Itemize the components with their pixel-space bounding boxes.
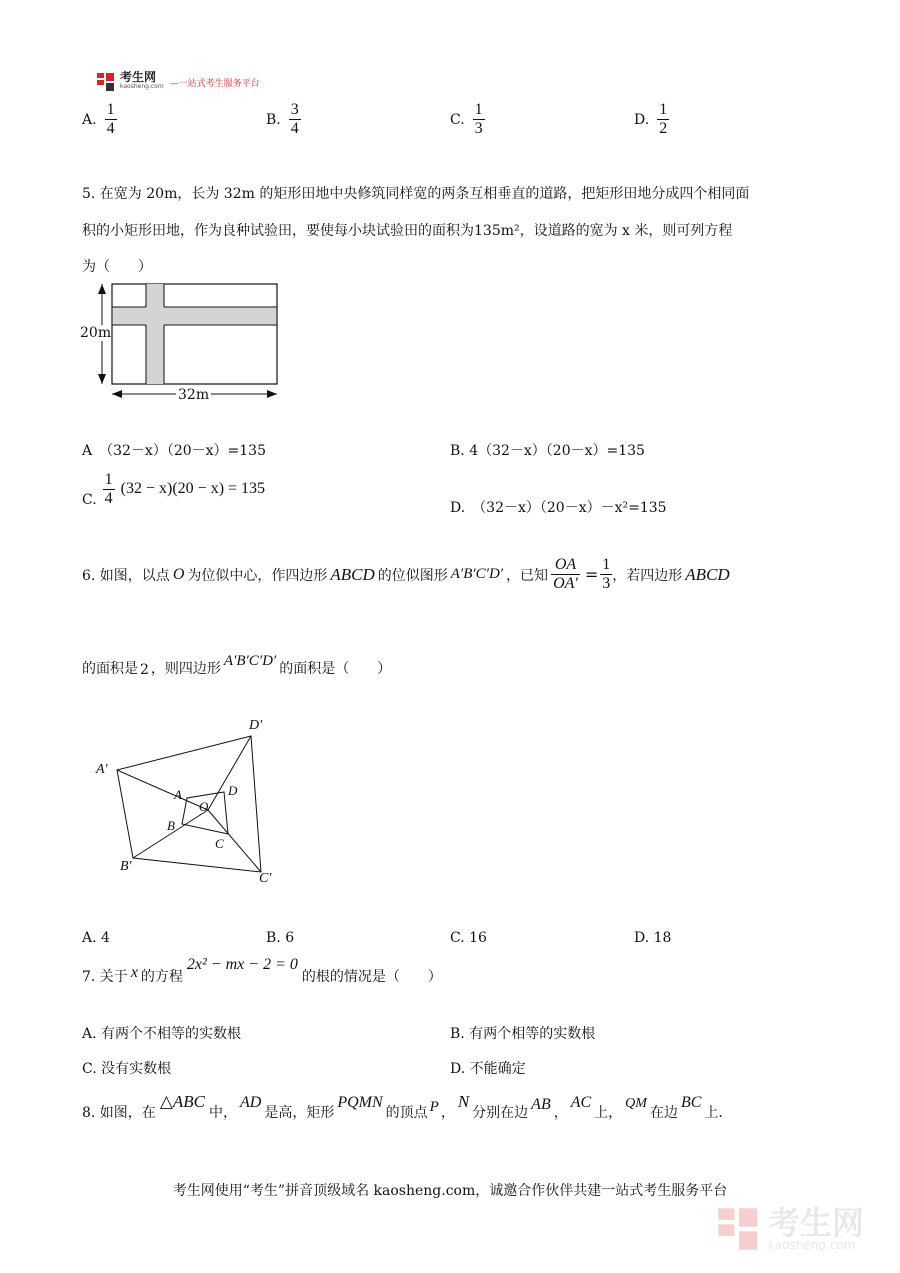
q5-line2: 积的小矩形田地，作为良种试验田，要使每小块试验田的面积为135m²，设道路的宽为 x 米，则可列方程 (82, 223, 733, 239)
label-a-prime: A′ (96, 762, 108, 777)
q5-option-c[interactable]: C. $\frac{1}{4}$ (32 − x)(20 − x) = 135 (82, 470, 266, 508)
field-rect (112, 284, 277, 384)
label-b-prime: B′ (120, 859, 132, 874)
q8-stem: 8. 如图，在 △ABC 中， AD 是高，矩形 PQMN 的顶点 P ， N 分别在边 AB ， AC 上， QM 在边 BC 上. (82, 1092, 723, 1121)
label-b: B (167, 818, 175, 833)
label-d: D (228, 783, 238, 798)
logo-domain: kaosheng.com (120, 83, 164, 90)
q7-stem: 7. 关于 x 的方程 2x² − mx − 2 = 0 的根的情况是（ ） (82, 956, 442, 985)
label-d-prime: D′ (249, 718, 263, 733)
q6-line1: 6. 如图，以点 O 为位似中心，作四边形 ABCD 的位似图形 A′B′C′D′ ，已知 $\frac{OA}{OA'}$ = $\frac{1}{3}$ ，若四边形 ABCD (82, 556, 730, 592)
watermark-logo-icon (716, 1204, 762, 1254)
q5-line3: 为（ ） (82, 259, 152, 275)
label-a: A (174, 787, 182, 802)
q6-option-c[interactable]: C. 16 (450, 930, 487, 946)
fig-length-label: 32m (178, 387, 210, 403)
q7-option-d[interactable]: D. 不能确定 (450, 1061, 526, 1077)
q4-option-a[interactable]: A. $\frac{1}{4}$ (82, 101, 115, 137)
fig-width-label: 20m (80, 325, 112, 341)
header-slogan: —一站式考生服务平台 (169, 78, 260, 89)
q5-line1: 5. 在宽为 20m，长为 32m 的矩形田地中央修筑同样宽的两条互相垂直的道路，把矩形田地分成四个相同面 (82, 186, 750, 202)
footer-text: 考生网使用“考生”拼音顶级域名 kaosheng.com，诚邀合作伙伴共建一站式考生服务平台 (172, 1183, 728, 1199)
q6-option-d[interactable]: D. 18 (634, 930, 672, 946)
q7-option-b[interactable]: B. 有两个相等的实数根 (450, 1026, 596, 1042)
q5-option-b[interactable]: B. 4（32－x）（20－x）=135 (450, 443, 645, 459)
horizontal-road (112, 307, 277, 325)
q5-option-a[interactable]: A （32－x）（20－x）=135 (82, 443, 266, 459)
label-c: C (215, 836, 224, 851)
watermark-domain: kaosheng.com (768, 1238, 856, 1252)
header-logo (96, 72, 260, 92)
q6-option-a[interactable]: A. 4 (82, 930, 110, 946)
q5-option-d[interactable]: D. （32－x）（20－x）－x²=135 (450, 500, 667, 516)
label-o: O (199, 799, 209, 814)
q5-area: 135m² (474, 223, 520, 239)
q4-option-c[interactable]: C. $\frac{1}{3}$ (450, 101, 483, 137)
q6-line2: 的面积是 2 ，则四边形 A′B′C′D′ 的面积是（ ） (82, 653, 392, 678)
footer-watermark (716, 1204, 864, 1254)
q7-option-c[interactable]: C. 没有实数根 (82, 1061, 172, 1077)
watermark-text: 考生网 (768, 1204, 865, 1242)
q4-option-b[interactable]: B. $\frac{3}{4}$ (266, 101, 299, 137)
logo-text: 考生网 (120, 70, 157, 84)
vertical-road (146, 284, 164, 384)
q6-option-b[interactable]: B. 6 (266, 930, 295, 946)
q4-option-d[interactable]: D. $\frac{1}{2}$ (634, 101, 668, 137)
label-c-prime: C′ (259, 871, 272, 886)
kaosheng-logo-icon (96, 72, 116, 92)
q7-option-a[interactable]: A. 有两个不相等的实数根 (82, 1026, 242, 1042)
